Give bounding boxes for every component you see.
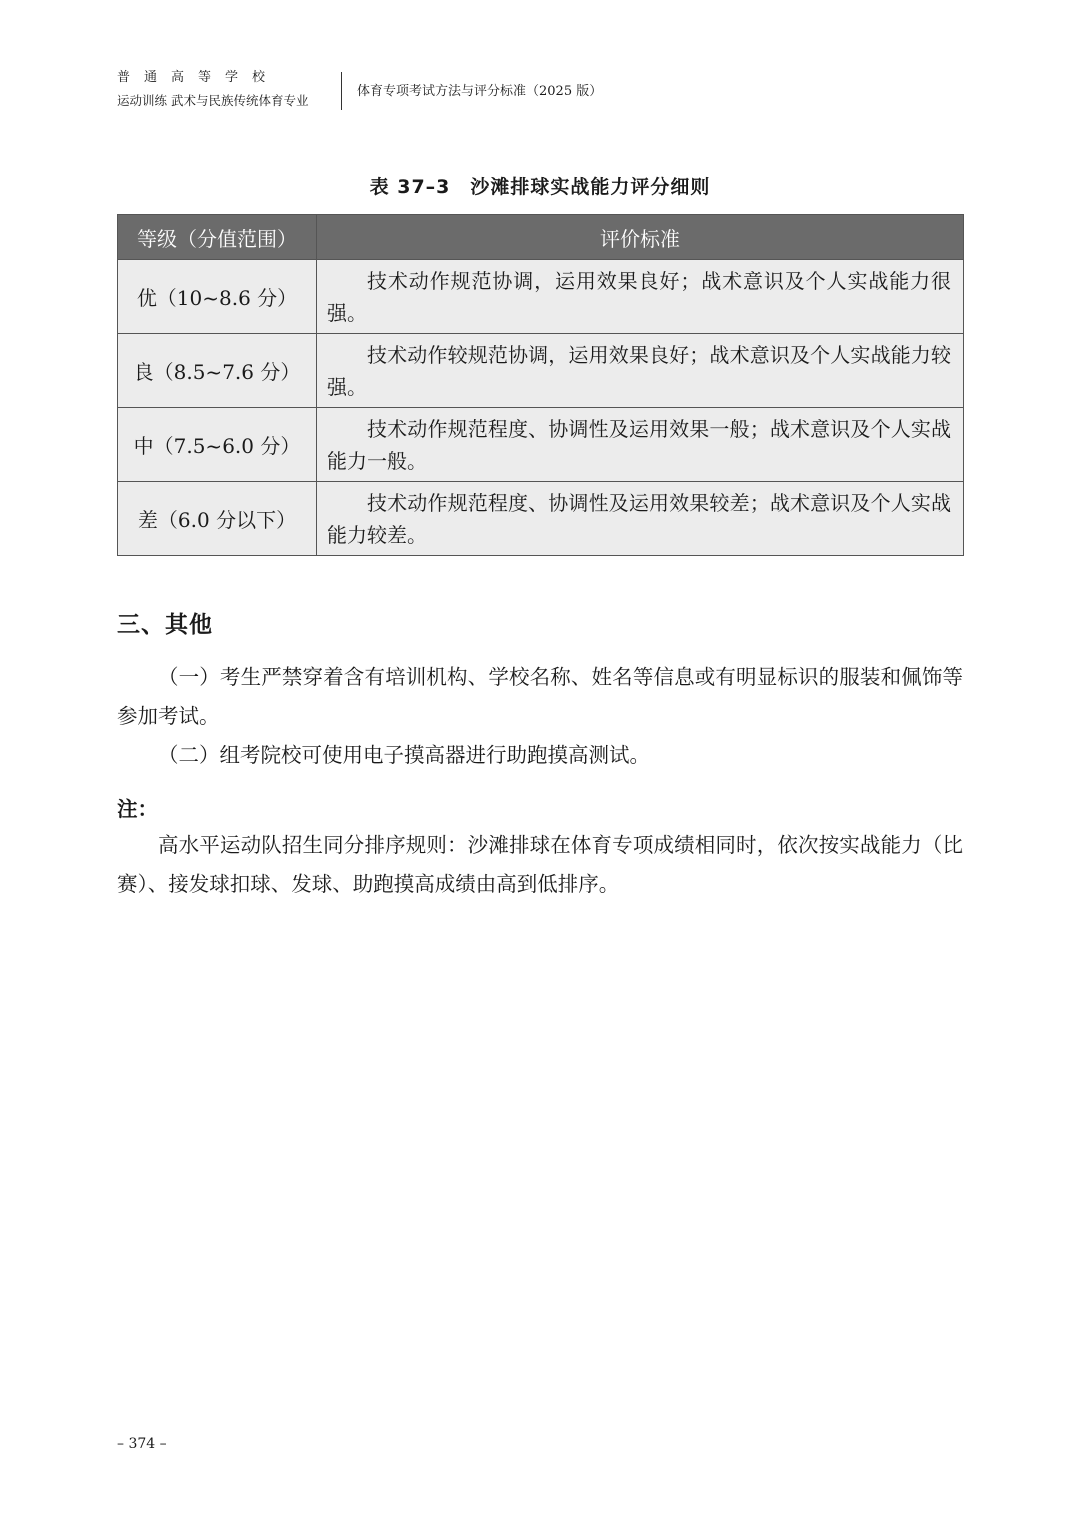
table-header-row: [118, 215, 964, 260]
note-label: 注：: [117, 797, 158, 821]
table-row: [118, 260, 964, 334]
section-item-2: （二）组考院校可使用电子摸高器进行助跑摸高测试。: [158, 743, 650, 767]
header-school: 普通高等学校: [117, 70, 280, 85]
page-number: – 374 –: [117, 1436, 167, 1452]
table-row: [118, 482, 964, 556]
header-divider: [341, 72, 342, 110]
row-criteria: 技术动作规范程度、协调性及运用效果较差；战术意识及个人实战能力较差。: [317, 482, 964, 556]
row-level: 差（6.0 分以下）: [118, 482, 317, 556]
section-heading: 三、其他: [117, 612, 213, 638]
row-level: 优（10~8.6 分）: [118, 260, 317, 334]
table-row: [118, 408, 964, 482]
header-criteria: 评价标准: [317, 215, 964, 260]
table-title: 表 37–3 沙滩排球实战能力评分细则: [369, 176, 711, 198]
table-row: [118, 334, 964, 408]
row-criteria: 技术动作规范协调，运用效果良好；战术意识及个人实战能力很强。: [317, 260, 964, 334]
header-left: [117, 68, 327, 112]
scoring-table: [117, 214, 964, 556]
header-level: 等级（分值范围）: [118, 215, 317, 260]
row-level: 中（7.5~6.0 分）: [118, 408, 317, 482]
header-major: 运动训练 武术与民族传统体育专业: [117, 93, 309, 108]
row-level: 良（8.5~7.6 分）: [118, 334, 317, 408]
row-criteria: 技术动作规范程度、协调性及运用效果一般；战术意识及个人实战能力一般。: [317, 408, 964, 482]
note-text: 高水平运动队招生同分排序规则：沙滩排球在体育专项成绩相同时，依次按实战能力（比赛）、接发球扣球、发球、助跑摸高成绩由高到低排序。: [117, 833, 963, 896]
row-criteria: 技术动作较规范协调，运用效果良好；战术意识及个人实战能力较强。: [317, 334, 964, 408]
header-doc-title: 体育专项考试方法与评分标准（2025 版）: [357, 84, 603, 99]
section-item-1: （一）考生严禁穿着含有培训机构、学校名称、姓名等信息或有明显标识的服装和佩饰等参加考试。: [117, 665, 963, 728]
